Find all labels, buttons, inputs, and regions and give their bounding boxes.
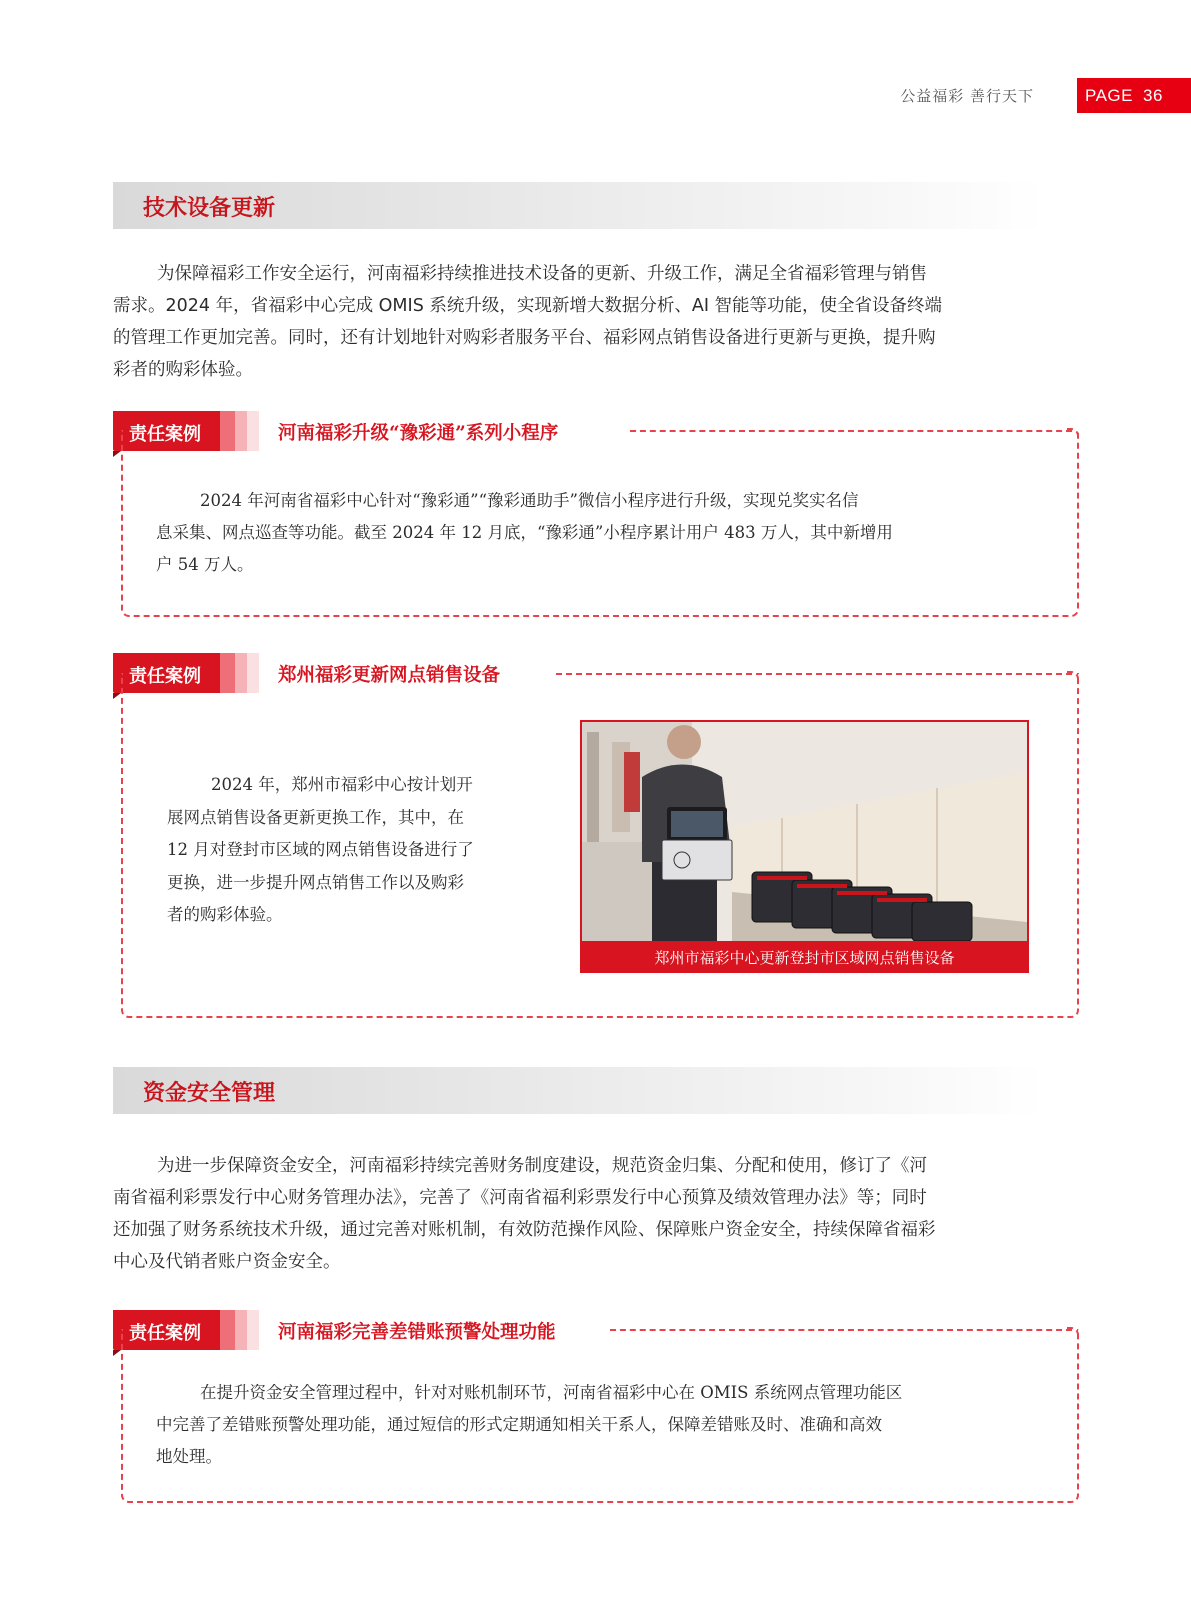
case-tag-label: 责任案例 <box>129 1323 201 1344</box>
section-paragraph <box>113 1150 1078 1278</box>
page-number-tag <box>1077 78 1191 113</box>
section-header-funds <box>113 1067 1045 1114</box>
case-text-line: 在提升资金安全管理过程中，针对对账机制环节，河南省福彩中心在 OMIS 系统网点管理功能区 <box>200 1383 903 1402</box>
case-title: 河南福彩升级“豫彩通”系列小程序 <box>278 423 559 444</box>
paragraph-line: 的管理工作更加完善。同时，还有计划地针对购彩者服务平台、福彩网点销售设备进行更新与更换，提升购 <box>113 328 936 348</box>
case-text-line: 地处理。 <box>156 1447 222 1466</box>
section-title: 技术设备更新 <box>143 196 276 221</box>
case-text-line: 更换，进一步提升网点销售工作以及购彩 <box>167 872 464 892</box>
case-title: 郑州福彩更新网点销售设备 <box>278 665 501 686</box>
paragraph-line: 需求。2024 年，省福彩中心完成 OMIS 系统升级，实现新增大数据分析、AI 智能等功能，使全省设备终端 <box>113 296 943 316</box>
case-text-line: 者的购彩体验。 <box>167 905 283 924</box>
case-text-line: 12 月对登封市区域的网点销售设备进行了 <box>167 840 474 859</box>
paragraph-line: 南省福利彩票发行中心财务管理办法》，完善了《河南省福利彩票发行中心预算及绩效管理办法》等；同时 <box>113 1188 927 1208</box>
paragraph-line: 为保障福彩工作安全运行，河南福彩持续推进技术设备的更新、升级工作，满足全省福彩管理与销售 <box>157 264 927 284</box>
case-tag-label: 责任案例 <box>129 666 201 687</box>
case-tag-label: 责任案例 <box>129 424 201 445</box>
photo-caption: 郑州市福彩中心更新登封市区域网点销售设备 <box>654 949 955 967</box>
section-paragraph <box>113 258 1078 386</box>
page-label: PAGE <box>1085 85 1133 105</box>
case-photo <box>580 720 1029 973</box>
section-header-tech <box>113 182 1045 229</box>
case-title: 河南福彩完善差错账预警处理功能 <box>278 1322 556 1343</box>
case-text <box>156 1377 902 1473</box>
photo-image <box>582 722 1027 941</box>
case-text-line: 息采集、网点巡查等功能。截至 2024 年 12 月底，“豫彩通”小程序累计用户 483 万人，其中新增用 <box>156 523 893 542</box>
section-title: 资金安全管理 <box>143 1081 276 1106</box>
case-text-line: 2024 年河南省福彩中心针对“豫彩通”“豫彩通助手”微信小程序进行升级，实现兑奖实名信 <box>200 491 859 510</box>
page-number: 36 <box>1142 85 1163 105</box>
case-text-line: 2024 年，郑州市福彩中心按计划开 <box>211 775 473 794</box>
header-slogan: 公益福彩 善行天下 <box>900 87 1034 105</box>
paragraph-line: 彩者的购彩体验。 <box>113 360 253 380</box>
case-text-line: 中完善了差错账预警处理功能，通过短信的形式定期通知相关干系人，保障差错账及时、准确和高效 <box>156 1415 882 1434</box>
paragraph-line: 为进一步保障资金安全，河南福彩持续完善财务制度建设，规范资金归集、分配和使用，修订了《河 <box>157 1156 927 1176</box>
case-text-line: 展网点销售设备更新更换工作，其中，在 <box>167 807 464 827</box>
case-text <box>156 485 893 581</box>
paragraph-line: 中心及代销者账户资金安全。 <box>113 1252 341 1272</box>
case-text <box>167 769 474 932</box>
paragraph-line: 还加强了财务系统技术升级，通过完善对账机制，有效防范操作风险、保障账户资金安全，持续保障省福彩 <box>113 1220 936 1240</box>
case-text-line: 户 54 万人。 <box>156 555 254 574</box>
